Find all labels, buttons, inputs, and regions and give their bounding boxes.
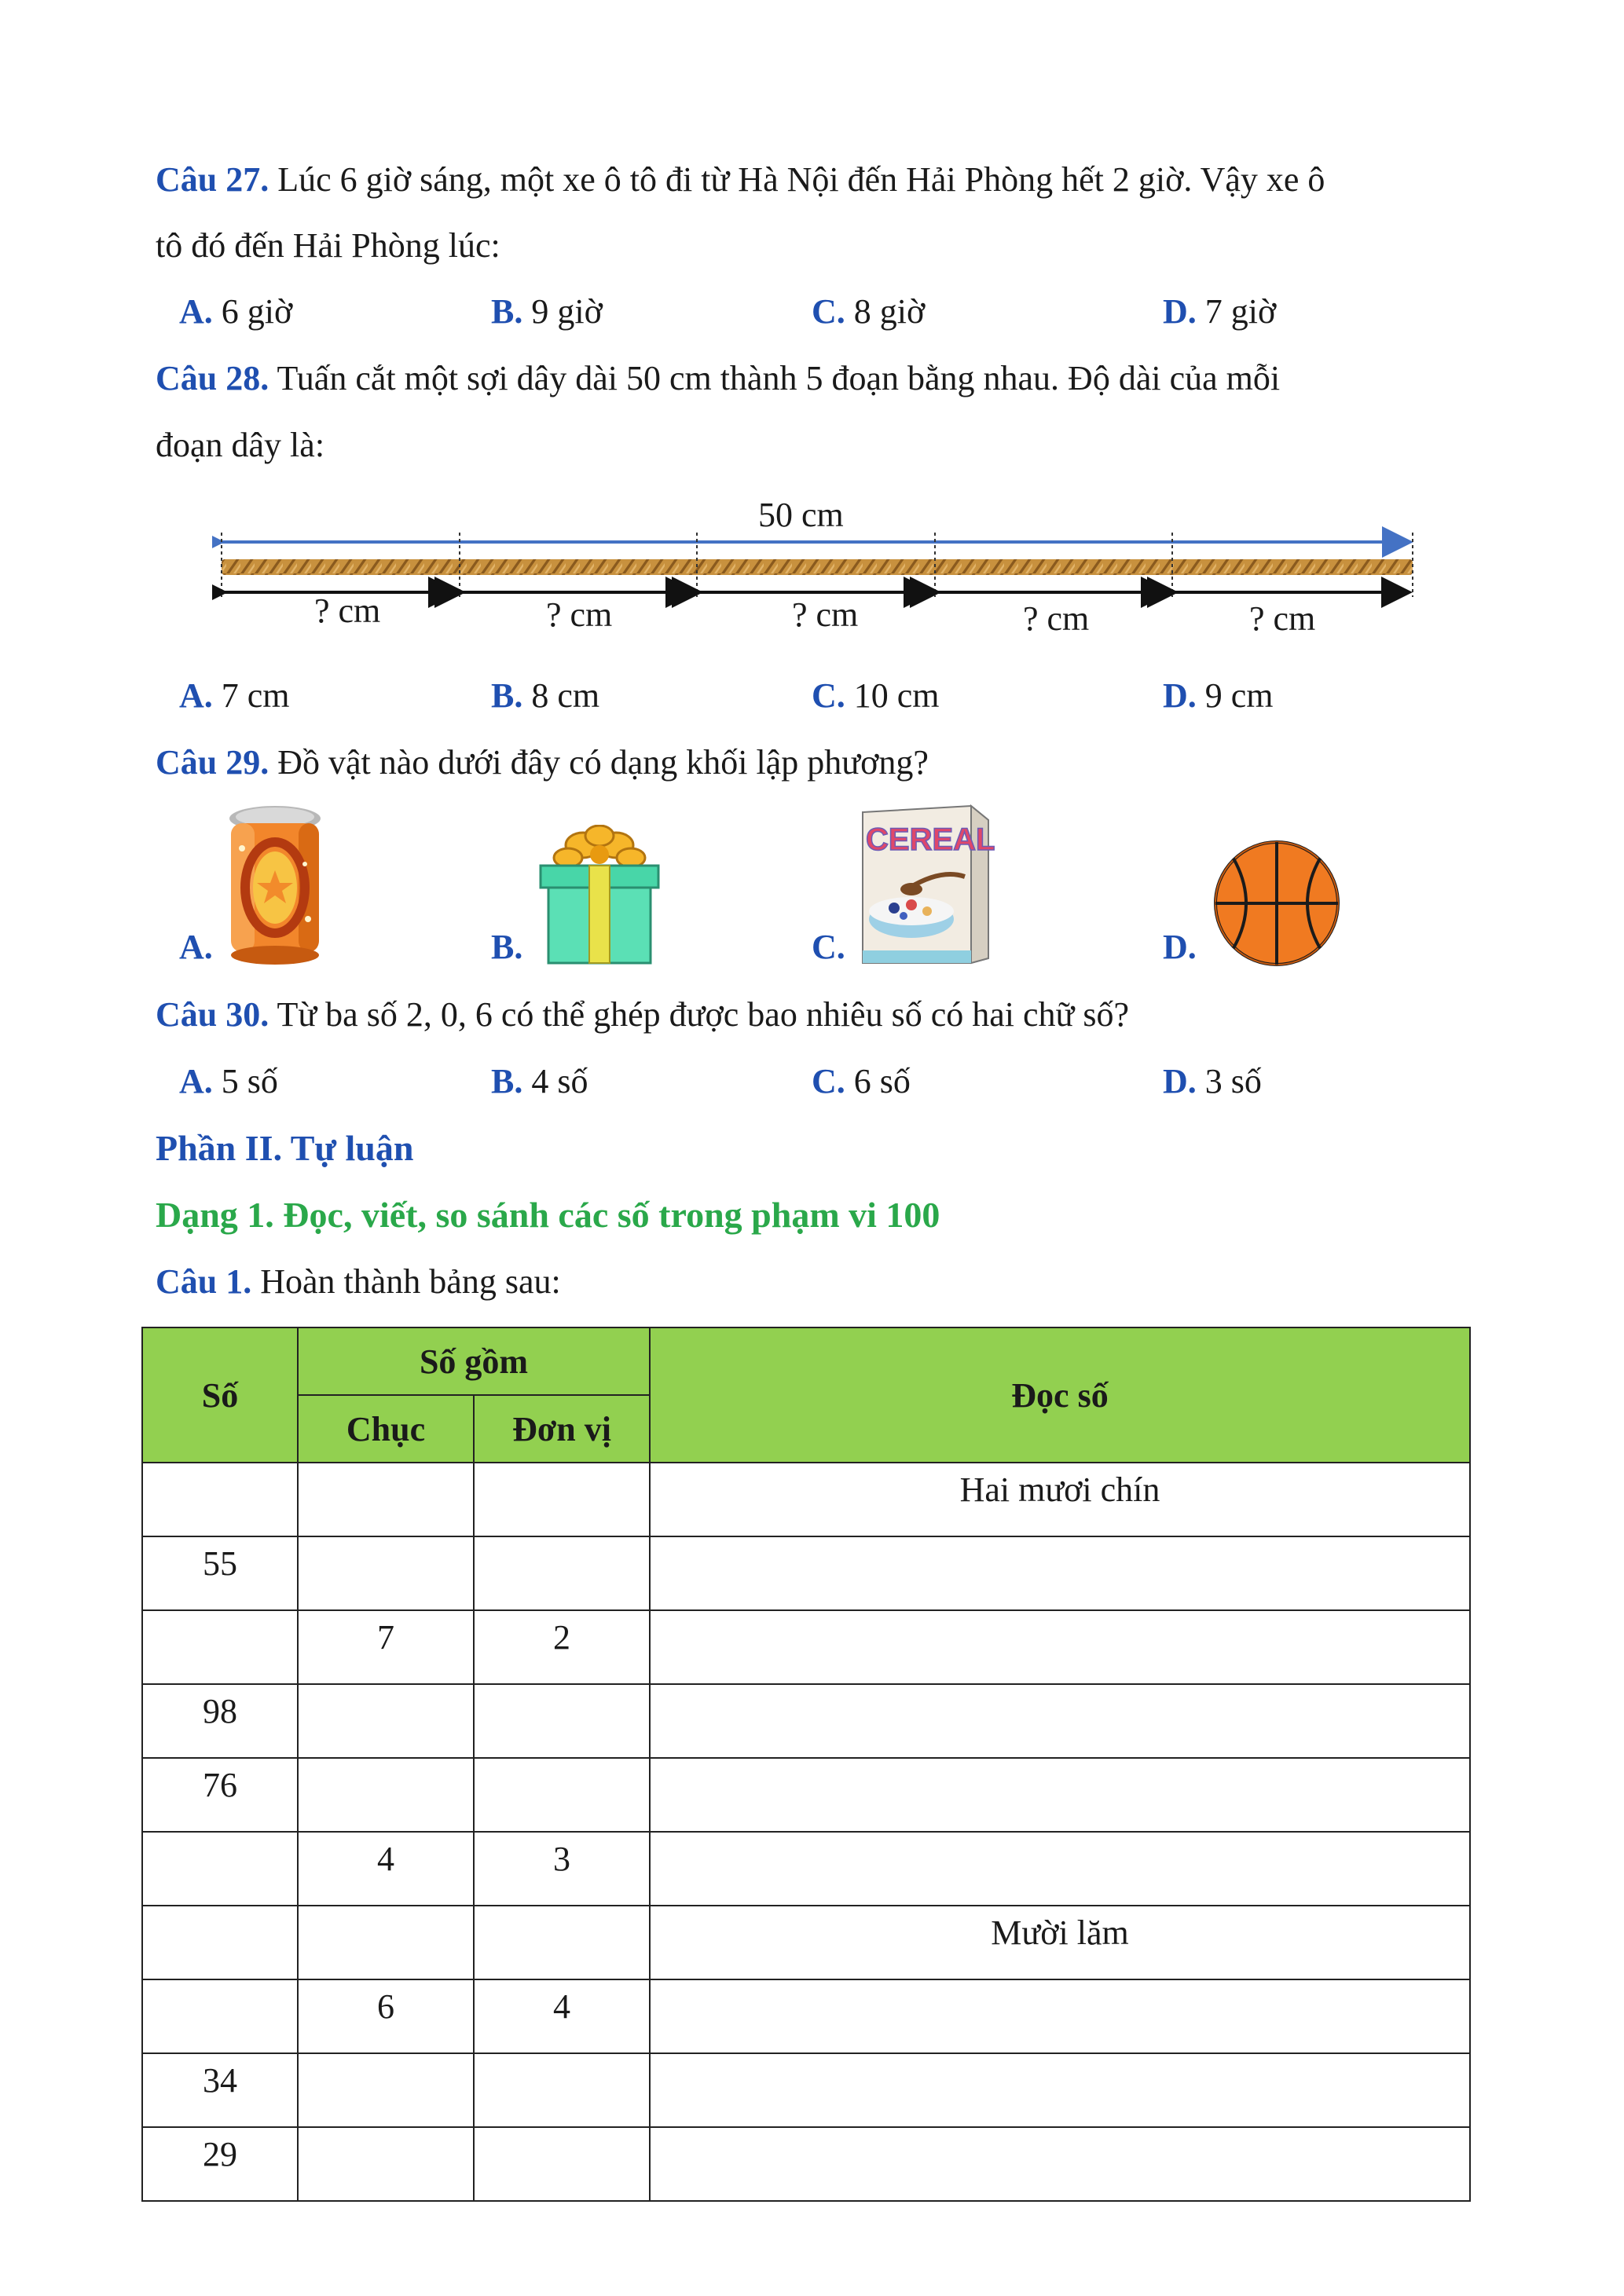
cell-so[interactable]: 55 <box>142 1536 298 1610</box>
cell-doc-so[interactable] <box>650 2053 1470 2127</box>
table-row <box>142 2127 1470 2201</box>
header-don-vi: Đơn vị <box>474 1395 650 1463</box>
header-so: Số <box>142 1327 298 1463</box>
segment-label-3: ? cm <box>792 595 859 634</box>
q27-option-c[interactable]: C. 8 giờ <box>812 292 926 331</box>
cereal-box-text: CEREAL <box>866 822 995 857</box>
table-row <box>142 1758 1470 1832</box>
q27-text-1: Lúc 6 giờ sáng, một xe ô tô đi từ Hà Nội đến Hải Phòng hết 2 giờ. Vậy xe ô <box>269 160 1325 199</box>
q29-option-a-letter[interactable]: A. <box>179 928 213 966</box>
cell-so[interactable]: 98 <box>142 1684 298 1758</box>
q30-options <box>0 1060 1624 1107</box>
table-row <box>142 1832 1470 1906</box>
cell-so[interactable] <box>142 1832 298 1906</box>
cell-doc-so[interactable] <box>650 1758 1470 1832</box>
header-so-gom: Số gồm <box>298 1327 650 1395</box>
cell-so[interactable] <box>142 1979 298 2053</box>
q28-options <box>0 674 1624 721</box>
cell-don-vi[interactable] <box>474 1536 650 1610</box>
cell-don-vi[interactable] <box>474 2053 650 2127</box>
q29-option-d-letter[interactable]: D. <box>1163 928 1197 966</box>
cell-chuc[interactable] <box>298 2127 474 2201</box>
cell-chuc[interactable] <box>298 2053 474 2127</box>
number-table <box>141 1327 1471 2202</box>
cau1-text: Hoàn thành bảng sau: <box>251 1262 561 1301</box>
q28-line-1 <box>156 357 1485 401</box>
basketball-icon[interactable] <box>1210 837 1344 970</box>
cau1-line <box>156 1260 561 1304</box>
segment-label-4: ? cm <box>1023 599 1090 638</box>
rope-figure <box>212 495 1422 668</box>
q28-label: Câu 28. <box>156 359 269 397</box>
q30-text: Từ ba số 2, 0, 6 có thể ghép được bao nhiêu số có hai chữ số? <box>269 995 1130 1034</box>
rope <box>222 559 1413 575</box>
cell-so[interactable]: 29 <box>142 2127 298 2201</box>
q30-option-a[interactable]: A. 5 số <box>179 1062 278 1100</box>
cell-doc-so[interactable]: Hai mươi chín <box>650 1463 1470 1536</box>
q29-label: Câu 29. <box>156 743 269 782</box>
cereal-box-icon[interactable] <box>855 801 996 966</box>
table-row <box>142 1463 1470 1536</box>
gift-box-icon[interactable] <box>533 825 666 966</box>
q29-option-b-letter[interactable]: B. <box>491 928 523 966</box>
cell-doc-so[interactable] <box>650 1536 1470 1610</box>
q27-line-1 <box>156 158 1325 202</box>
cell-don-vi[interactable] <box>474 2127 650 2201</box>
cell-doc-so[interactable] <box>650 2127 1470 2201</box>
q30-option-b[interactable]: B. 4 số <box>491 1062 588 1100</box>
cell-don-vi[interactable]: 4 <box>474 1979 650 2053</box>
q30-option-c[interactable]: C. 6 số <box>812 1062 911 1100</box>
header-chuc: Chục <box>298 1395 474 1463</box>
cell-don-vi[interactable] <box>474 1684 650 1758</box>
q29-line <box>156 741 929 785</box>
cell-chuc[interactable] <box>298 1906 474 1979</box>
q28-option-a[interactable]: A. 7 cm <box>179 676 290 715</box>
q29-text: Đồ vật nào dưới đây có dạng khối lập phương? <box>269 743 929 782</box>
cell-so[interactable] <box>142 1610 298 1684</box>
cell-doc-so[interactable] <box>650 1684 1470 1758</box>
cau1-label: Câu 1. <box>156 1262 252 1301</box>
cell-don-vi[interactable]: 3 <box>474 1832 650 1906</box>
q28-text-1: Tuấn cắt một sợi dây dài 50 cm thành 5 đoạn bằng nhau. Độ dài của mỗi <box>269 359 1281 397</box>
segment-label-1: ? cm <box>314 591 381 630</box>
q28-option-b[interactable]: B. 8 cm <box>491 676 600 715</box>
table-row <box>142 1610 1470 1684</box>
cell-chuc[interactable] <box>298 1463 474 1536</box>
cell-don-vi[interactable] <box>474 1906 650 1979</box>
segment-label-2: ? cm <box>546 595 613 634</box>
header-doc-so: Đọc số <box>650 1327 1470 1463</box>
table-row <box>142 1536 1470 1610</box>
cell-so[interactable] <box>142 1463 298 1536</box>
cell-so[interactable] <box>142 1906 298 1979</box>
part2-heading: Phần II. Tự luận <box>156 1128 414 1168</box>
cell-doc-so[interactable] <box>650 1832 1470 1906</box>
cell-so[interactable]: 76 <box>142 1758 298 1832</box>
q29-option-c-letter[interactable]: C. <box>812 928 845 966</box>
table-row <box>142 1906 1470 1979</box>
cell-don-vi[interactable] <box>474 1463 650 1536</box>
segment-label-5: ? cm <box>1249 599 1316 638</box>
q27-text-2: tô đó đến Hải Phòng lúc: <box>156 226 500 265</box>
cell-chuc[interactable] <box>298 1536 474 1610</box>
table-row <box>142 1684 1470 1758</box>
q30-option-d[interactable]: D. 3 số <box>1163 1062 1262 1100</box>
q27-options <box>0 290 1624 337</box>
cell-don-vi[interactable] <box>474 1758 650 1832</box>
soda-can-icon[interactable] <box>220 801 330 966</box>
q28-option-c[interactable]: C. 10 cm <box>812 676 940 715</box>
total-length-label: 50 cm <box>758 496 844 534</box>
q28-text-2: đoạn dây là: <box>156 426 325 464</box>
cell-doc-so[interactable] <box>650 1979 1470 2053</box>
q27-label: Câu 27. <box>156 160 269 199</box>
q27-option-d[interactable]: D. 7 giờ <box>1163 292 1277 331</box>
q27-option-b[interactable]: B. 9 giờ <box>491 292 603 331</box>
cell-chuc[interactable]: 4 <box>298 1832 474 1906</box>
cell-chuc[interactable] <box>298 1684 474 1758</box>
table-row <box>142 2053 1470 2127</box>
cell-doc-so[interactable] <box>650 1610 1470 1684</box>
table-row <box>142 1979 1470 2053</box>
q30-line <box>156 993 1129 1037</box>
dang1-heading: Dạng 1. Đọc, viết, so sánh các số trong phạm vi 100 <box>156 1195 940 1235</box>
cell-chuc[interactable]: 7 <box>298 1610 474 1684</box>
cell-chuc[interactable] <box>298 1758 474 1832</box>
cell-doc-so[interactable]: Mười lăm <box>650 1906 1470 1979</box>
cell-so[interactable]: 34 <box>142 2053 298 2127</box>
q27-option-a[interactable]: A. 6 giờ <box>179 292 293 331</box>
q30-label: Câu 30. <box>156 995 269 1034</box>
cell-chuc[interactable]: 6 <box>298 1979 474 2053</box>
cell-don-vi[interactable]: 2 <box>474 1610 650 1684</box>
q28-option-d[interactable]: D. 9 cm <box>1163 676 1274 715</box>
